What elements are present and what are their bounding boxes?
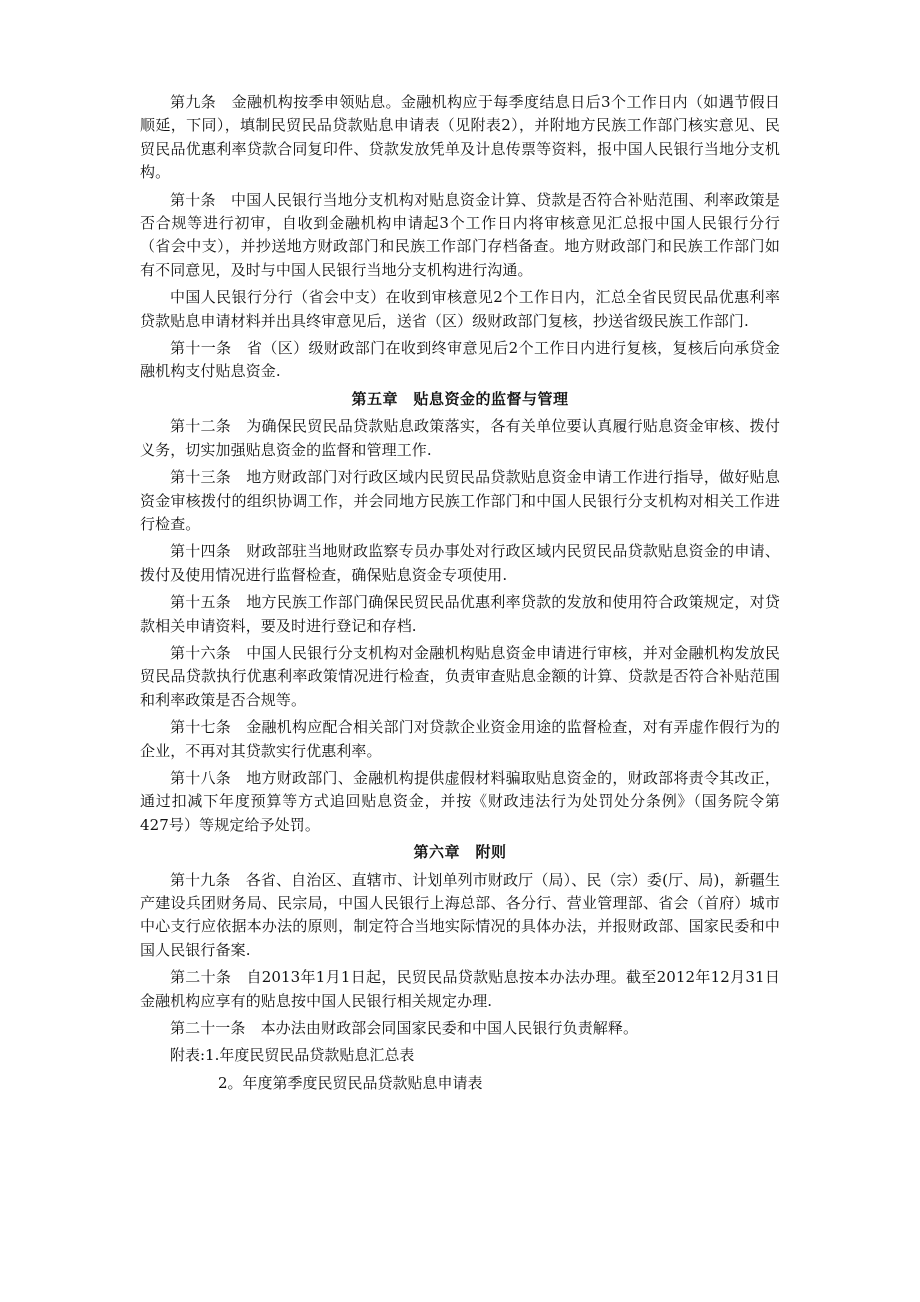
attachment-list-item-2: 2。年度第季度民贸民品贷款贴息申请表 [218,1073,483,1092]
chapter-6-heading: 第六章 附则 [413,843,507,862]
article-10-continued: 中国人民银行分行（省会中支）在收到审核意见2个工作日内，汇总全省民贸民品优惠利率贷款贴息申请材料并出具终审意见后，送省（区）级财政部门复核，抄送省级民族工作部门. [140,288,780,330]
article-19: 第十九条 各省、自治区、直辖市、计划单列市财政厅（局）、民（宗）委(厅、局)，新疆生产建设兵团财务局、民宗局，中国人民银行上海总部、各分行、营业管理部、省会（首府）城市中心支行应依据本办法的原则，制定符合当地实际情况的具体办法，并报财政部、国家民委和中国人民银行备案. [140,870,780,959]
article-21: 第二十一条 本办法由财政部会同国家民委和中国人民银行负责解释。 [170,1019,639,1038]
article-16: 第十六条 中国人民银行分支机构对金融机构贴息资金申请进行审核，并对金融机构发放民贸民品贷款执行优惠利率政策情况进行检查，负责审查贴息金额的计算、贷款是否符合补贴范围和利率政策是否合规等。 [140,643,780,709]
article-20: 第二十条 自2013年1月1日起，民贸民品贷款贴息按本办法办理。截至2012年12月31日金融机构应享有的贴息按中国人民银行相关规定办理. [140,968,780,1010]
article-10: 第十条 中国人民银行当地分支机构对贴息资金计算、贷款是否符合补贴范围、利率政策是否合规等进行初审，自收到金融机构申请起3个工作日内将审核意见汇总报中国人民银行分行（省会中支），并抄送地方财政部门和民族工作部门存档备查。地方财政部门和民族工作部门如有不同意见，及时与中国人民银行当地分支机构进行沟通。 [140,190,780,279]
article-12: 第十二条 为确保民贸民品贷款贴息政策落实，各有关单位要认真履行贴息资金审核、拨付义务，切实加强贴息资金的监督和管理工作. [140,417,780,459]
chapter-5-heading: 第五章 贴息资金的监督与管理 [351,389,569,408]
article-17: 第十七条 金融机构应配合相关部门对贷款企业资金用途的监督检查，对有弄虚作假行为的企业，不再对其贷款实行优惠利率。 [140,718,780,760]
article-11: 第十一条 省（区）级财政部门在收到终审意见后2个工作日内进行复核，复核后向承贷金融机构支付贴息资金. [140,339,780,381]
article-9: 第九条 金融机构按季申领贴息。金融机构应于每季度结息日后3个工作日内（如遇节假日顺延，下同），填制民贸民品贷款贴息申请表（见附表2），并附地方民族工作部门核实意见、民贸民品优惠利率贷款合同复印件、贷款发放凭单及计息传票等资料，报中国人民银行当地分支机构。 [140,93,780,182]
document-body [140,91,780,1099]
article-18: 第十八条 地方财政部门、金融机构提供虚假材料骗取贴息资金的，财政部将责令其改正，通过扣减下年度预算等方式追回贴息资金，并按《财政违法行为处罚处分条例》（国务院令第427号）等规定给予处罚。 [140,768,780,834]
article-14: 第十四条 财政部驻当地财政监察专员办事处对行政区域内民贸民品贷款贴息资金的申请、拨付及使用情况进行监督检查，确保贴息资金专项使用. [140,542,780,584]
attachment-list-item-1: 附表:1.年度民贸民品贷款贴息汇总表 [170,1046,415,1065]
article-13: 第十三条 地方财政部门对行政区域内民贸民品贷款贴息资金申请工作进行指导，做好贴息资金审核拨付的组织协调工作，并会同地方民族工作部门和中国人民银行分支机构对相关工作进行检查。 [140,468,780,533]
article-15: 第十五条 地方民族工作部门确保民贸民品优惠利率贷款的发放和使用符合政策规定，对贷款相关申请资料，要及时进行登记和存档. [140,593,780,635]
